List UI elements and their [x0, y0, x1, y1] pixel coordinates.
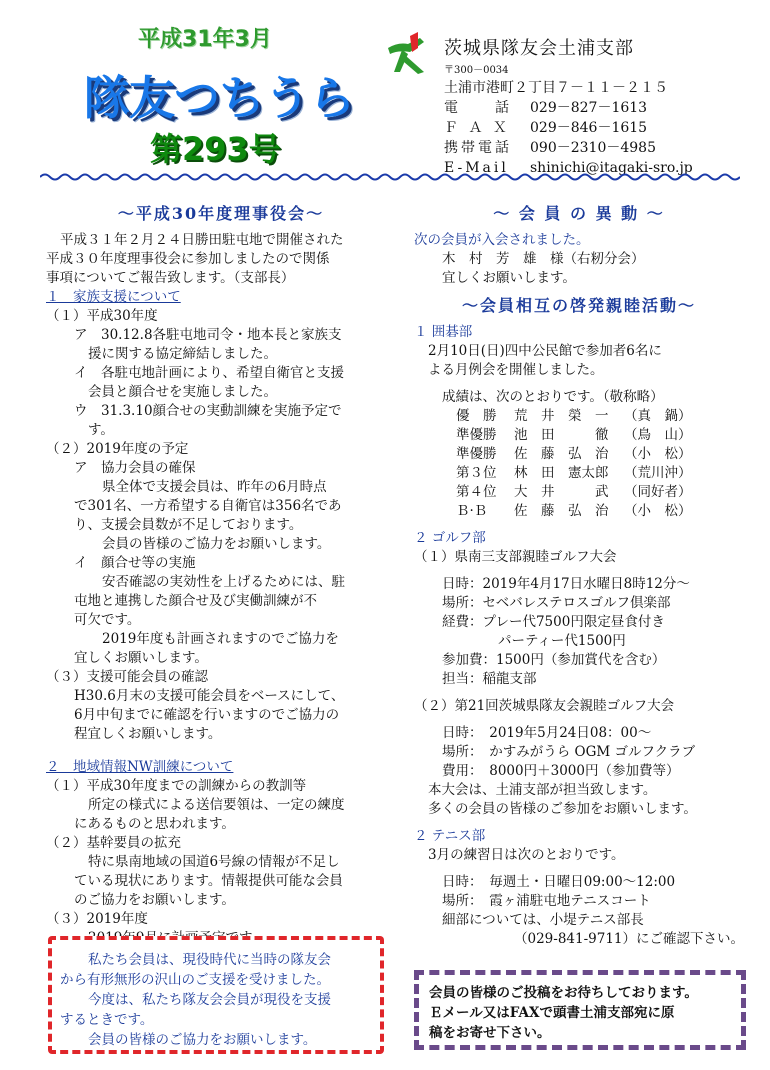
item-title: （１）平成30年度: [46, 308, 158, 324]
intro-line: 事項についてご報告致します。（支部長）: [46, 270, 295, 286]
player-note: （小 松）: [624, 503, 692, 519]
item-line: 2019年度も計画されますのでご協力を: [102, 631, 339, 647]
golf-note: 多くの会員の皆様のご参加をお願いします。: [428, 801, 697, 817]
golf-line: 参加費：1500円（参加賞代を含む）: [442, 652, 666, 668]
tennis-phone: （029-841-9711）にご確認下さい。: [514, 931, 745, 947]
newsletter-date: 平成31年3月: [138, 27, 272, 52]
support-notice-box: [48, 936, 384, 1054]
item-line: イ 各駐屯地計画により、希望自衛官と支援: [74, 365, 344, 381]
subsection-title: １ 家族支援について: [46, 289, 181, 305]
player-note: （真 鍋）: [624, 408, 692, 424]
contact-value: 029－846－1615: [530, 120, 648, 136]
player-note: （鳥 山）: [624, 427, 692, 443]
player-name: 佐 藤 弘 治: [514, 503, 609, 519]
change-closing: 宜しくお願いします。: [442, 270, 576, 286]
mobile-row: [444, 138, 693, 158]
tennis-line: 場所： 霞ヶ浦駐屯地テニスコート: [442, 893, 651, 909]
item-title: ア 協力会員の確保: [74, 460, 196, 476]
taiyukai-logo-icon: [384, 32, 428, 76]
rank: 準優勝: [456, 427, 497, 443]
club-title-tennis: ２ テニス部: [414, 828, 486, 844]
left-column: [46, 204, 396, 948]
item-title: （３）支援可能会員の確認: [46, 669, 208, 685]
submit-line: 会員の皆様のご投稿をお待ちしております。: [429, 985, 698, 1001]
golf-line: 担当：稲龍支部: [442, 671, 537, 687]
golf-line: 経費：プレー代7500円限定昼食付き: [442, 614, 665, 630]
item-title: （３）2019年度: [46, 911, 148, 927]
rank: 第３位: [456, 465, 497, 481]
item-line: のご協力をお願いします。: [74, 892, 235, 908]
player-name: 荒 井 榮 一: [514, 408, 609, 424]
golf-event-title: （２）第21回茨城県隊友会親睦ゴルフ大会: [414, 698, 675, 714]
item-line: 安否確認の実効性を上げるためには、駐: [102, 574, 345, 590]
golf-line: 場所：セベバレステロスゴルフ倶楽部: [442, 595, 671, 611]
golf-line: 場所： かすみがうら OGM ゴルフクラブ: [442, 744, 696, 760]
item-line: 援に関する協定締結しました。: [88, 346, 277, 362]
item-line: にあるものと思われます。: [74, 816, 235, 832]
item-line: 程宜しくお願いします。: [74, 726, 222, 742]
go-result-row: [456, 483, 744, 502]
rank: 準優勝: [456, 446, 497, 462]
item-title: （２）2019年度の予定: [46, 441, 189, 457]
golf-line: パーティー代1500円: [498, 633, 626, 649]
tennis-line: 細部については、小堤テニス部長: [442, 912, 644, 928]
item-title: イ 顔合せ等の実施: [74, 555, 196, 571]
rank: Ｂ·Ｂ: [456, 503, 488, 519]
item-line: ウ 31.3.10顔合せの実動訓練を実施予定で: [74, 403, 342, 419]
notice-line: 今度は、私たち隊友会会員が現役を支援: [88, 992, 331, 1008]
item-line: 所定の様式による送信要領は、一定の練度: [88, 797, 345, 813]
notice-line: 私たち会員は、現役時代に当時の隊友会: [88, 952, 331, 968]
tennis-line: 日時： 毎週土・日曜日09:00～12:00: [442, 874, 676, 890]
contact-value: 029－827－1613: [530, 100, 648, 116]
go-results-list: [414, 407, 744, 521]
go-result-row: [456, 426, 744, 445]
right-column: [414, 204, 744, 949]
item-line: 宜しくお願いします。: [74, 650, 208, 666]
contact-key: Ｆ Ａ Ｘ: [444, 120, 510, 136]
player-name: 大 井 武: [514, 484, 609, 500]
item-line: 屯地と連携した顔合せ及び実働訓練が不: [74, 593, 317, 609]
golf-line: 日時：2019年4月17日水曜日8時12分～: [442, 576, 690, 592]
golf-line: 費用： 8000円＋3000円（参加費等）: [442, 763, 680, 779]
section-heading-member-changes: ～ 会 員 の 異 動 ～: [493, 204, 665, 223]
intro-line: 平成３１年２月２４日勝田駐屯地で開催された: [60, 232, 344, 248]
notice-line: 会員の皆様のご協力をお願いします。: [88, 1032, 317, 1048]
notice-line: から有形無形の沢山のご支援を受けました。: [60, 972, 330, 988]
postal-code: 〒300－0034: [444, 65, 509, 76]
item-line: す。: [88, 422, 114, 438]
player-note: （同好者）: [624, 484, 692, 500]
item-line: ア 30.12.8各駐屯地司令・地本長と家族支: [74, 327, 342, 343]
section-heading-board-meeting: ～平成30年度理事役会～: [117, 204, 325, 223]
item-line: 会員と顔合せを実施しました。: [88, 384, 277, 400]
section-heading-activities: ～会員相互の啓発親睦活動～: [461, 296, 696, 315]
submit-line: 稿をお寄せ下さい。: [429, 1025, 551, 1041]
newsletter-title: 隊友つちうら: [84, 71, 354, 125]
player-note: （小 松）: [624, 446, 692, 462]
new-member: 木 村 芳 雄 様（右籾分会）: [442, 251, 645, 267]
contact-key: 電 話: [444, 100, 512, 116]
item-title: （１）平成30年度までの訓練からの教訓等: [46, 778, 307, 794]
golf-event-title: （１）県南三支部親睦ゴルフ大会: [414, 549, 617, 565]
item-line: 特に県南地域の国道6号線の情報が不足し: [88, 854, 340, 870]
item-line: ている現状にあります。情報提供可能な会員: [74, 873, 343, 889]
contact-key: E-Mail: [444, 160, 509, 176]
golf-line: 日時： 2019年5月24日08：00～: [442, 725, 652, 741]
contact-key: 携帯電話: [444, 140, 512, 156]
rank: 第４位: [456, 484, 497, 500]
go-line: よる月例会を開催しました。: [428, 362, 604, 378]
tennis-intro: 3月の練習日は次のとおりです。: [428, 847, 625, 863]
fax-row: [444, 118, 693, 138]
go-result-row: [456, 407, 744, 426]
phone-row: [444, 98, 693, 118]
subsection-title: ２ 地域情報NW訓練について: [46, 759, 234, 775]
submit-line: Ｅメール又はFAXで頭書土浦支部宛に原: [429, 1005, 675, 1021]
club-title-golf: ２ ゴルフ部: [414, 530, 486, 546]
address: 土浦市港町２丁目７－１１－２１５: [444, 80, 668, 96]
item-line: り、支援会員数が不足しております。: [74, 517, 303, 533]
go-result-row: [456, 445, 744, 464]
item-line: H30.6月末の支援可能会員をベースにして、: [74, 688, 345, 704]
item-line: 6月中旬までに確認を行いますのでご協力の: [74, 707, 340, 723]
email-address[interactable]: shinichi@itagaki-sro.jp: [530, 160, 693, 176]
intro-line: 平成３０年度理事役会に参加しましたので関係: [46, 251, 330, 267]
organization-name: 茨城県隊友会土浦支部: [444, 38, 634, 59]
item-line: で301名、一方希望する自衛官は356名であ: [74, 498, 342, 514]
go-result-row: [456, 464, 744, 483]
player-name: 池 田 徹: [514, 427, 609, 443]
item-title: （２）基幹要員の拡充: [46, 835, 181, 851]
club-title-go: １ 囲碁部: [414, 324, 473, 340]
golf-note: 本大会は、土浦支部が担当致します。: [428, 782, 657, 798]
notice-line: するときです。: [60, 1012, 154, 1028]
submission-notice-box: [414, 970, 746, 1050]
player-note: （荒川沖）: [624, 465, 692, 481]
issue-number: 第293号: [150, 130, 281, 168]
item-line: 県全体で支援会員は、昨年の6月時点: [102, 479, 327, 495]
contact-block: [444, 64, 693, 178]
go-result-intro: 成績は、次のとおりです。（敬称略）: [442, 389, 664, 405]
go-line: 2月10日(日)四中公民館で参加者6名に: [428, 343, 662, 359]
item-line: 可欠です。: [74, 612, 141, 628]
rank: 優 勝: [456, 408, 497, 424]
change-intro: 次の会員が入会されました。: [414, 232, 590, 248]
item-line: 会員の皆様のご協力をお願いします。: [102, 536, 331, 552]
player-name: 佐 藤 弘 治: [514, 446, 609, 462]
contact-value: 090－2310－4985: [530, 140, 656, 156]
wave-divider: [40, 172, 740, 182]
go-result-row: [456, 502, 744, 521]
player-name: 林 田 憲太郎: [514, 465, 609, 481]
